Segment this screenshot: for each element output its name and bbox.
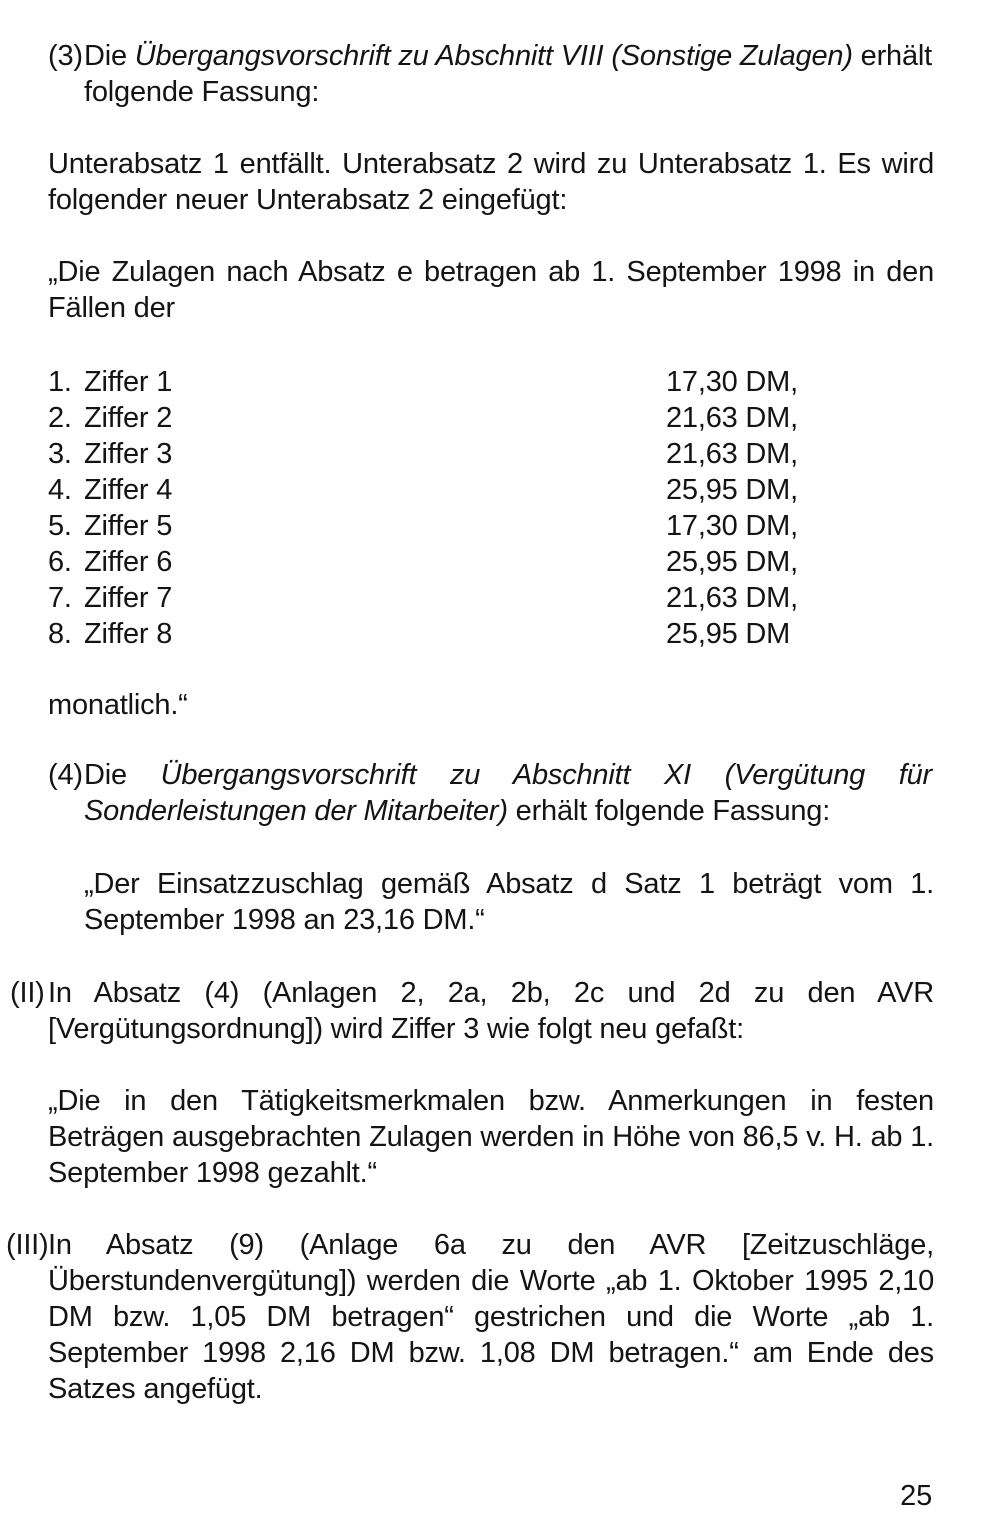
list-item-amount: 17,30 DM, (666, 366, 798, 398)
list-item (48, 472, 808, 508)
section-II-quote: „Die in den Tätigkeitsmerkmalen bzw. Anmerkungen in festen Beträgen ausgebrachten Zulagen werden in Höhe von 86,5 v. H. ab 1. September 1998 gezahlt.“ (48, 1085, 934, 1189)
list-item-label: Ziffer 7 (84, 582, 173, 614)
unterabsatz-text: Unterabsatz 1 entfällt. Unterabsatz 2 wird zu Unterabsatz 1. Es wird folgender neuer Unterabsatz 2 eingefügt: (48, 148, 934, 216)
paragraph-4-pre: Die (84, 759, 161, 791)
list-item-number: 2. (48, 402, 72, 434)
paragraph-4-italic: Übergangsvorschrift zu Abschnitt XI (Vergütung für Sonderleistungen der Mitarbeiter) (84, 759, 932, 827)
list-item-label: Ziffer 5 (84, 510, 173, 542)
paragraph-3-italic: Übergangsvorschrift zu Abschnitt VIII (Sonstige Zulagen) (134, 40, 853, 72)
list-item (48, 364, 808, 400)
list-item-label: Ziffer 3 (84, 438, 173, 470)
list-item-amount: 21,63 DM, (666, 582, 798, 614)
section-III-number: (III) (6, 1229, 49, 1261)
list-item-amount: 17,30 DM, (666, 510, 798, 542)
list-item-number: 6. (48, 546, 72, 578)
paragraph-4-number: (4) (48, 759, 83, 791)
list-item (48, 616, 808, 652)
list-item-amount: 21,63 DM, (666, 438, 798, 470)
section-II-text: In Absatz (4) (Anlagen 2, 2a, 2b, 2c und 2d zu den AVR [Vergütungsordnung]) wird Ziffer 3 wie folgt neu gefaßt: (48, 977, 934, 1045)
list-item-amount: 25,95 DM (666, 618, 791, 650)
paragraph-3-pre: Die (84, 40, 135, 72)
section-III-text: In Absatz (9) (Anlage 6a zu den AVR [Zeitzuschläge, Überstundenvergütung]) werden die Worte „ab 1. Oktober 1995 2,10 DM bzw. 1,05 DM betragen“ gestrichen und die Worte „ab 1. September 1998 2,16 DM bzw. 1,08 DM betragen.“ am Ende des Satzes angefügt. (48, 1229, 934, 1405)
list-item-number: 7. (48, 582, 72, 614)
ziffer-list (48, 364, 808, 652)
list-item (48, 544, 808, 580)
list-item-amount: 21,63 DM, (666, 402, 798, 434)
paragraph-3-post: erhält folgende Fassung: (84, 40, 932, 108)
list-item-number: 4. (48, 474, 72, 506)
paragraph-3-number: (3) (48, 40, 83, 72)
list-item (48, 580, 808, 616)
list-item-amount: 25,95 DM, (666, 546, 798, 578)
paragraph-4 (48, 757, 932, 829)
section-II-number: (II) (10, 977, 45, 1009)
paragraph-4-post: erhält folgende Fassung: (507, 795, 831, 827)
list-item-label: Ziffer 4 (84, 474, 173, 506)
quote-intro: „Die Zulagen nach Absatz e betragen ab 1. September 1998 in den Fällen der (48, 256, 934, 324)
list-item-number: 8. (48, 618, 72, 650)
page-number: 25 (900, 1480, 932, 1512)
list-item-label: Ziffer 6 (84, 546, 173, 578)
list-item (48, 508, 808, 544)
list-item-number: 5. (48, 510, 72, 542)
paragraph-3 (48, 38, 932, 110)
section-III (6, 1227, 934, 1407)
list-item-number: 1. (48, 366, 72, 398)
list-item-amount: 25,95 DM, (666, 474, 798, 506)
section-II (10, 975, 934, 1047)
paragraph-4-quote: „Der Einsatzzuschlag gemäß Absatz d Satz 1 beträgt vom 1. September 1998 an 23,16 DM.“ (84, 868, 934, 936)
list-item-label: Ziffer 1 (84, 366, 173, 398)
list-item (48, 436, 808, 472)
list-item-label: Ziffer 8 (84, 618, 173, 650)
list-item-label: Ziffer 2 (84, 402, 173, 434)
list-item (48, 400, 808, 436)
list-item-number: 3. (48, 438, 72, 470)
monatlich-text: monatlich.“ (48, 689, 188, 721)
